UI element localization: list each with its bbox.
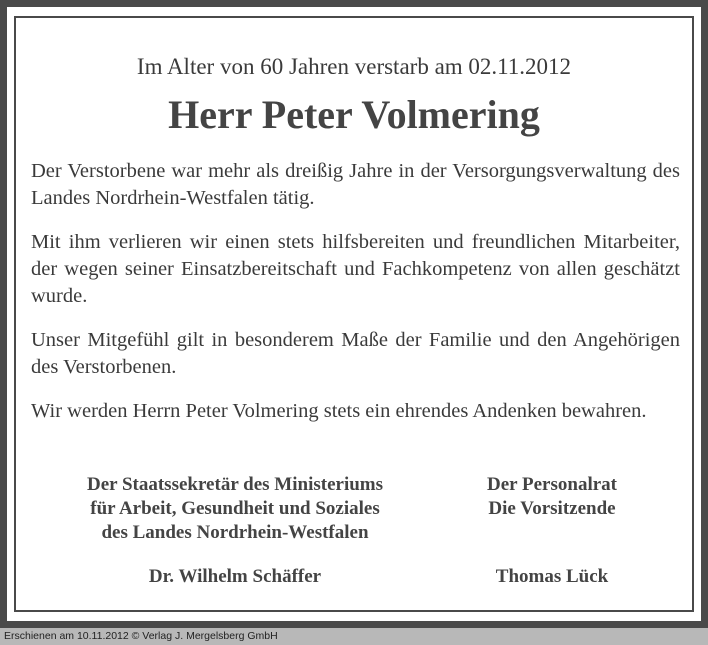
paragraph: Der Verstorbene war mehr als dreißig Jahre in der Versorgungsverwaltung des Landes Nordrhein-Westfalen tätig. — [31, 160, 680, 209]
paragraph: Unser Mitgefühl gilt in besonderem Maße der Familie und den Angehörigen des Verstorbenen. — [31, 329, 680, 378]
signature-line: Die Vorsitzende — [488, 498, 616, 519]
signature-line: Der Staatssekretär des Ministeriums — [86, 474, 384, 495]
signer-name-left: Dr. Wilhelm Schäffer — [148, 566, 322, 587]
deceased-name: Herr Peter Volmering — [168, 92, 540, 137]
signature-line: Der Personalrat — [487, 474, 617, 495]
signature-block-ministry — [50, 473, 420, 545]
publication-footer: Erschienen am 10.11.2012 © Verlag J. Mergelsberg GmbH — [0, 628, 708, 645]
intro-line: Im Alter von 60 Jahren verstarb am 02.11.2012 — [136, 54, 572, 79]
notice-body — [31, 158, 680, 442]
signature-line: für Arbeit, Gesundheit und Soziales — [90, 498, 380, 519]
paragraph: Wir werden Herrn Peter Volmering stets ein ehrendes Andenken bewahren. — [31, 400, 647, 422]
paragraph: Mit ihm verlieren wir einen stets hilfsbereiten und freundlichen Mitarbeiter, der wegen seiner Einsatzbereitschaft und Fachkompetenz von allen geschätzt wurde. — [31, 231, 680, 307]
signer-name-right: Thomas Lück — [495, 566, 609, 587]
signature-line: des Landes Nordrhein-Westfalen — [101, 522, 369, 543]
signature-block-personalrat — [452, 473, 652, 521]
